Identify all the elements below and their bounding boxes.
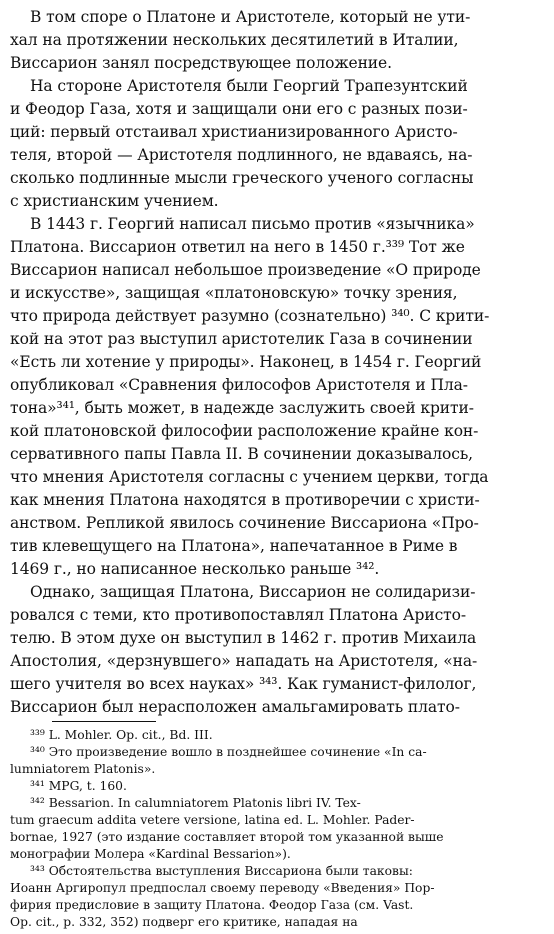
- text-line: хал на протяжении нескольких десятилетий в Италии,: [10, 31, 459, 49]
- text-line: кой платоновской философии расположение крайне кон-: [10, 422, 479, 440]
- text-line: Апостолия, «дерзнувшего» нападать на Аристотеля, «на-: [10, 652, 478, 670]
- text-line: Однако, защищая Платона, Виссарион не солидаризи-: [30, 583, 476, 601]
- footnote-line: bornae, 1927 (это издание составляет второй том указанной выше: [10, 830, 444, 844]
- text-line: «Есть ли хотение у природы». Наконец, в 1454 г. Георгий: [10, 353, 482, 371]
- text-line: тона»³⁴¹, быть может, в надежде заслужить своей крити-: [10, 399, 474, 417]
- text-line: ций: первый отстаивал христианизированного Аристо-: [10, 123, 458, 141]
- text-line: и Феодор Газа, хотя и защищали они его с разных пози-: [10, 100, 468, 118]
- text-line: как мнения Платона находятся в противоречии с христи-: [10, 491, 480, 509]
- text-line: анством. Репликой явилось сочинение Виссариона «Про-: [10, 514, 479, 532]
- text-line: сколько подлинные мысли греческого ученого согласны: [10, 169, 474, 187]
- footnote-line: lumniatorem Platonis».: [10, 762, 156, 776]
- text-line: телю. В этом духе он выступил в 1462 г. против Михаила: [10, 629, 477, 647]
- footnote-line: Иоанн Аргиропул предпослал своему переводу «Введения» Пор-: [10, 881, 435, 895]
- text-line: кой на этот раз выступил аристотелик Газа в сочинении: [10, 330, 473, 348]
- footnote-line: ³⁴² Bessarion. In calumniatorem Platonis libri IV. Tex-: [30, 796, 361, 810]
- text-line: Виссарион занял посредствующее положение.: [10, 54, 392, 72]
- text-line: На стороне Аристотеля были Георгий Трапезунтский: [30, 77, 468, 95]
- text-line: и искусстве», защищая «платоновскую» точку зрения,: [10, 284, 458, 302]
- footnote-line: фирия предисловие в защиту Платона. Феодор Газа (см. Vast.: [10, 898, 414, 912]
- text-line: теля, второй — Аристотеля подлинного, не вдаваясь, на-: [10, 146, 473, 164]
- text-line: что мнения Аристотеля согласны с учением церкви, тогда: [10, 468, 489, 486]
- text-line: Виссарион написал небольшое произведение «О природе: [10, 261, 481, 279]
- text-line: что природа действует разумно (сознательно) ³⁴⁰. С крити-: [10, 307, 490, 325]
- text-line: 1469 г., но написанное несколько раньше ³⁴².: [10, 560, 380, 578]
- text-line: Виссарион был нерасположен амальгамировать плато-: [10, 698, 460, 716]
- text-line: с христианским учением.: [10, 192, 219, 210]
- text-line: сервативного папы Павла II. В сочинении доказывалось,: [10, 445, 474, 463]
- text-line: В 1443 г. Георгий написал письмо против «язычника»: [30, 215, 475, 233]
- footnote-line: ³⁴³ Обстоятельства выступления Виссариона были таковы:: [30, 864, 413, 878]
- text-line: шего учителя во всех науках» ³⁴³. Как гуманист-филолог,: [10, 675, 477, 693]
- text-line: В том споре о Платоне и Аристотеле, который не ути-: [30, 8, 471, 26]
- footnote-line: ³⁴¹ MPG, t. 160.: [30, 779, 127, 793]
- text-line: Платона. Виссарион ответил на него в 1450 г.³³⁹ Тот же: [10, 238, 465, 256]
- text-line: опубликовал «Сравнения философов Аристотеля и Пла-: [10, 376, 468, 394]
- footnote-line: tum graecum addita vetere versione, latina ed. L. Mohler. Pader-: [10, 813, 415, 827]
- text-line: тив клевещущего на Платона», напечатанное в Риме в: [10, 537, 458, 555]
- footnote-line: Op. cit., p. 332, 352) подверг его критике, нападая на: [10, 915, 358, 929]
- footnote-line: монографии Молера «Kardinal Bessarion»).: [10, 847, 291, 861]
- footnote-line: ³⁴⁰ Это произведение вошло в позднейшее сочинение «In ca-: [30, 745, 427, 759]
- text-line: ровался с теми, кто противопоставлял Платона Аристо-: [10, 606, 467, 624]
- footnote-separator: [52, 721, 156, 722]
- footnote-line: ³³⁹ L. Mohler. Op. cit., Bd. III.: [30, 728, 213, 742]
